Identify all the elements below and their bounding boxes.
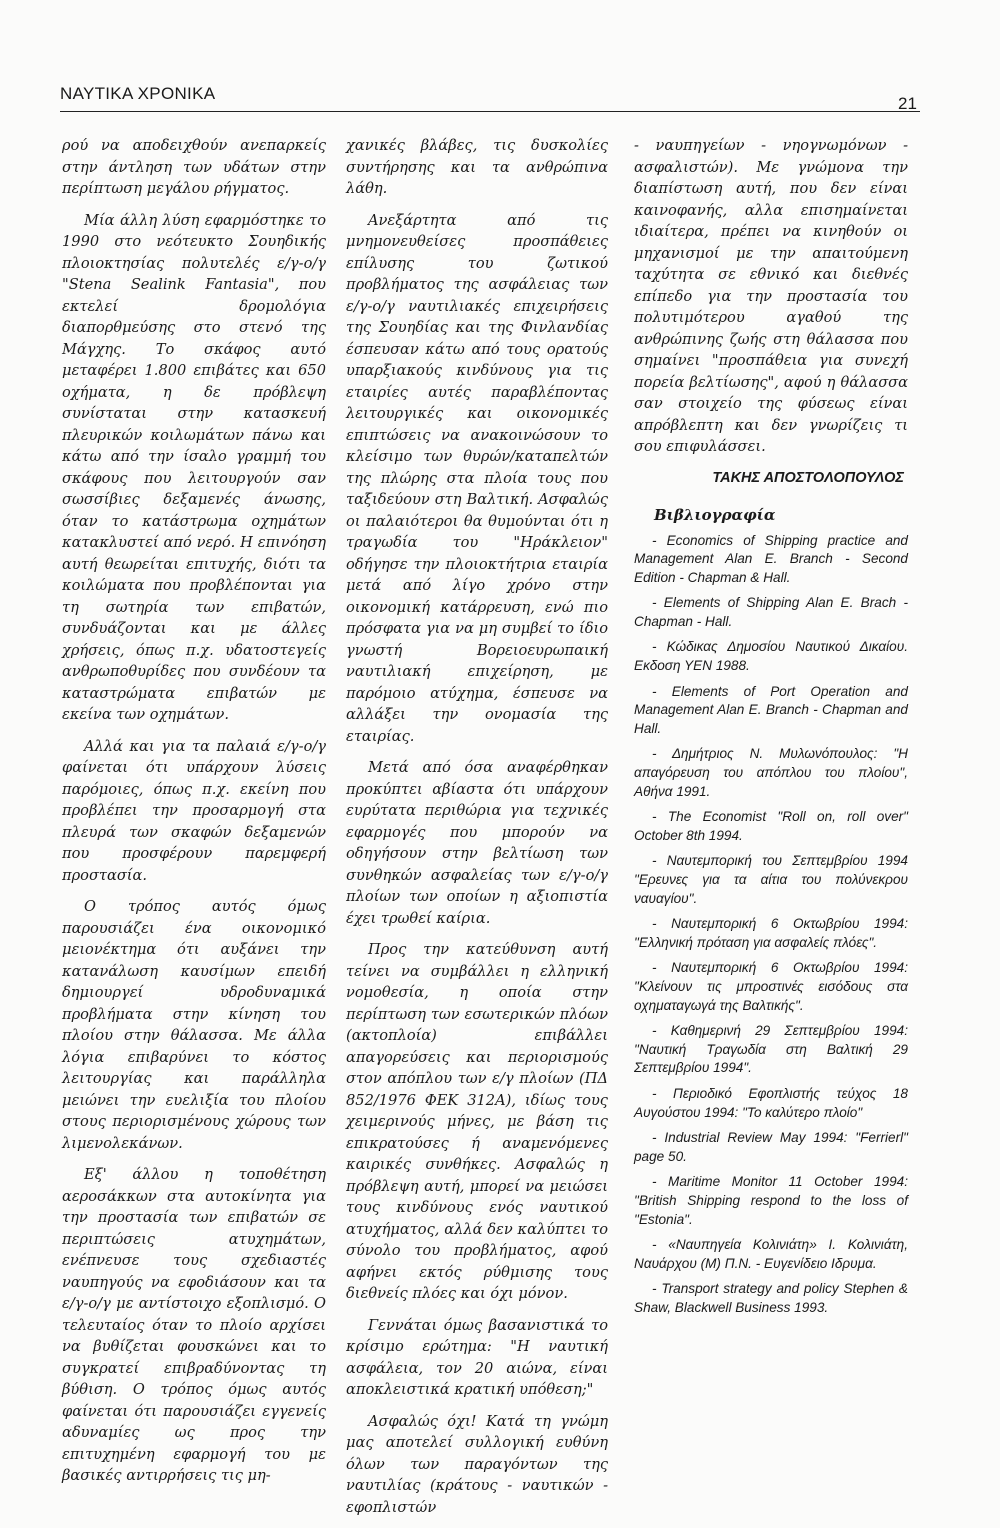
bibliography-item: - Maritime Monitor 11 October 1994: "British Shipping respond to the loss of "Estonia". xyxy=(634,1174,908,1227)
paragraph: Γεννάται όμως βασανιστικά το κρίσιμο ερώτημα: "Η ναυτική ασφάλεια, τον 20 αιώνα, είναι αποκλειστικά κρατική υπόθεση;" xyxy=(346,1316,608,1398)
publication-title: ΝΑΥΤΙΚΑ ΧΡΟΝΙΚΑ xyxy=(60,84,216,103)
author-name: ΤΑΚΗΣ ΑΠΟΣΤΟΛΟΠΟΥΛΟΣ xyxy=(712,469,904,486)
paragraph: Προς την κατεύθυνση αυτή τείνει να συμβάλλει η ελληνική νομοθεσία, η οποία στην περίπτωση των εσωτερικών πλόων (ακτοπλοία) επιβάλλει απαγορεύσεις και περιορισμούς στον απόπλου των ε/γ πλοίων (ΠΔ 852/1976 ΦΕΚ 312Α), ιδίως τους χειμερινούς μήνες, με βάση τις επικρατούσες ή αναμενόμενες καιρικές συνθήκες. Ασφαλώς η πρόβλεψη αυτή, μπορεί να μειώσει τους κινδύνους ενός ναυτικού ατυχήματος, αλλά δεν καλύπτει το σύνολο του προβλήματος, αφού αφήνει εκτός ρύθμισης τους διεθνείς πλόες και όχι μόνον. xyxy=(346,941,608,1302)
paragraph: Μία άλλη λύση εφαρμόστηκε το 1990 στο νεότευκτο Σουηδικής πλοιοκτησίας πολυτελές ε/γ-ο/γ "Stena Sealink Fantasia", που εκτελεί δρομολόγια διαπορθμεύσης στο στενό της Μάγχης. Το σκάφος αυτό μεταφέρει 1.800 επιβάτες και 650 οχήματα, η δε πρόβλεψη συνίσταται στην κατασκευή πλευρικών κοιλωμάτων πάνω και κάτω από την ίσαλο γραμμή του σκάφους που λειτουργούν σαν σωσσίβιες δεξαμενές άνωσης, όταν το κατάστρωμα οχημάτων κατακλυστεί από νερό. Η επινόηση αυτή θεωρείται επιτυχής, διότι τα κοιλώματα που προβλέπονται για τη σωτηρία των επιβατών, συνδυάζονται και με άλλες χρήσεις, όπως π.χ. υδατοστεγείς ανθρωποθυρίδες που συνδέουν τα καταστρώματα επιβατών με εκείνα των οχημάτων. xyxy=(62,211,326,723)
bibliography-item: - Ναυτεμπορική 6 Οκτωβρίου 1994: "Κλείνουν τις μπροστινές εισόδους στα οχηματαγωγά της Βαλτικής". xyxy=(634,960,908,1013)
bibliography-heading: Βιβλιογραφία xyxy=(654,505,776,524)
bibliography-item: - Κώδικας Δημοσίου Ναυτικού Δικαίου. Εκδοση ΥΕΝ 1988. xyxy=(634,639,908,674)
article-column-1 xyxy=(62,135,326,1497)
bibliography-item: - Elements of Port Operation and Management Alan E. Branch - Chapman and Hall. xyxy=(634,683,908,736)
bibliography-item: - Elements of Shipping Alan E. Brach - Chapman - Hall. xyxy=(634,595,908,629)
bibliography-item: - The Economist "Roll on, roll over" October 8th 1994. xyxy=(634,809,908,843)
paragraph: χανικές βλάβες, τις δυσκολίες συντήρησης και τα ανθρώπινα λάθη. xyxy=(346,137,608,197)
paragraph: Εξ' άλλου η τοποθέτηση αεροσάκκων στα αυτοκίνητα για την προστασία των επιβατών σε περιπτώσεις ατυχημάτων, ενέπνευσε τους σχεδιαστές ναυπηγούς να εφοδιάσουν και τα ε/γ-ο/γ με αντίστοιχο εξοπλισμό. Ο τελευταίος όταν το πλοίο αρχίσει να βυθίζεται φουσκώνει και το συγκρατεί επιβραδύνοντας τη βύθιση. Ο τρόπος όμως αυτός φαίνεται ότι παρουσιάζει εγγενείς αδυναμίες ως προς την επιτυχημένη εφαρμογή του με βασικές αντιρρήσεις τις μη- xyxy=(62,1166,326,1484)
paragraph: - ναυπηγείων - νηογνωμόνων - ασφαλιστών). Με γνώμονα την διαπίστωση αυτή, που δεν είναι καινοφανής, αλλα επισημαίνεται ιδιαίτερα, πρέπει να κινηθούν οι μηχανισμοί με την απαιτούμενη ταχύτητα σε εθνικό και διεθνές επίπεδο για την προστασία του πολυτιμότερου αγαθού της ανθρώπινης ζωής στη θάλασσα που σημαίνει "προσπάθεια για συνεχή πορεία βελτίωσης", αφού η θάλασσα σαν στοιχείο της φύσεως είναι απρόβλεπτη και δεν γνωρίζεις τι σου επιφυλάσσει. xyxy=(634,137,908,455)
bibliography-item: - Περιοδικό Εφοπλιστής τεύχος 18 Αυγούστου 1994: "Το καλύτερο πλοίο" xyxy=(634,1085,908,1120)
paragraph: Αλλά και για τα παλαιά ε/γ-ο/γ φαίνεται ότι υπάρχουν λύσεις παρόμοιες, όπως π.χ. εκείνη που προβλέπει την προσαρμογή στα πλευρά των σκαφών δεξαμενών που προσφέρουν παρεμφερή προστασία. xyxy=(62,737,326,884)
paragraph: Ο τρόπος αυτός όμως παρουσιάζει ένα οικονομικό μειονέκτημα ότι αυξάνει την κατανάλωση καυσίμων επειδή δημιουργεί υδροδυναμικά προβλήματα στην κίνηση του πλοίου στην θάλασσα. Με άλλα λόγια επιβαρύνει το κόστος λειτουργίας και παράλληλα μειώνει την ευελιξία του πλοίου στους περιορισμένους χώρους των λιμενολεκάνων. xyxy=(62,898,326,1152)
bibliography-item: - «Ναυπηγεία Κολινιάτη» Ι. Κολινιάτη, Ναυάρχου (Μ) Π.Ν. - Ευγενίδειο Ιδρυμα. xyxy=(634,1237,908,1271)
paragraph: Μετά από όσα αναφέρθηκαν προκύπτει αβίαστα ότι υπάρχουν ευρύτατα περιθώρια για τεχνικές εφαρμογές που μπορούν να οδηγήσουν στην βελτίωση των συνθηκών ασφαλείας των ε/γ-ο/γ πλοίων των οποίων η αξιοπιστία έχει τρωθεί καίρια. xyxy=(346,759,608,927)
paragraph: ρού να αποδειχθούν ανεπαρκείς στην άντληση των υδάτων στην περίπτωση μεγάλου ρήγματος. xyxy=(62,137,326,197)
bibliography-item: - Δημήτριος Ν. Μυλωνόπουλος: "Η απαγόρευση του απόπλου του πλοίου", Αθήνα 1991. xyxy=(634,746,908,799)
bibliography-item: - Ναυτεμπορική 6 Οκτωβρίου 1994: "Ελληνική πρόταση για ασφαλείς πλόες". xyxy=(634,916,908,950)
article-column-3 xyxy=(634,135,908,1324)
page-number: 21 xyxy=(898,94,917,113)
bibliography-item: - Transport strategy and policy Stephen & Shaw, Blackwell Business 1993. xyxy=(634,1281,908,1315)
bibliography-item: - Καθημερινή 29 Σεπτεμβρίου 1994: "Ναυτική Τραγωδία στη Βαλτική 29 Σεπτεμβρίου 1994". xyxy=(634,1023,908,1076)
bibliography-item: - Economics of Shipping practice and Management Alan E. Branch - Second Edition - Chapman & Hall. xyxy=(634,532,908,585)
paragraph: Ασφαλώς όχι! Κατά τη γνώμη μας αποτελεί συλλογική ευθύνη όλων των παραγόντων της ναυτιλίας (κράτους - ναυτικών - εφοπλιστών xyxy=(346,1412,608,1516)
article-column-2 xyxy=(346,135,608,1528)
bibliography-list xyxy=(634,532,908,1318)
bibliography-item: - Ναυτεμπορική του Σεπτεμβρίου 1994 "Ερευνες για τα αίτια του πολύνεκρου ναυαγίου". xyxy=(634,853,908,906)
bibliography-item: - Industrial Review May 1994: "Ferrierl" page 50. xyxy=(634,1130,908,1164)
header-rule xyxy=(60,111,920,112)
paragraph: Ανεξάρτητα από τις μνημονευθείσες προσπάθειες επίλυσης του ζωτικού προβλήματος της ασφάλειας των ε/γ-ο/γ ναυτιλιακές επιχειρήσεις της Σουηδίας και της Φινλανδίας έσπευσαν κάτω από τους ορατούς υπαρξιακούς κινδύνους για τις εταιρίες αυτές παραβλέποντας λειτουργικές και οικονομικές επιπτώσεις να ανακοινώσουν το κλείσιμο των θυρών/καταπελτών της πλώρης στα πλοία τους που ταξιδεύουν στη Βαλτική. Ασφαλώς οι παλαιότεροι θα θυμούνται ότι η τραγωδία του "Ηράκλειον" οδήγησε την πλοιοκτήτρια εταιρία μετά από λίγο χρόνο στην οικονομική κατάρρευση, ενώ πιο πρόσφατα για να μη συμβεί το ίδιο γνωστή Βορειοευρωπαική ναυτιλιακή επιχείρηση, με παρόμοιο ατύχημα, έσπευσε να αλλάξει την ονομασία της εταιρίας. xyxy=(346,211,608,745)
